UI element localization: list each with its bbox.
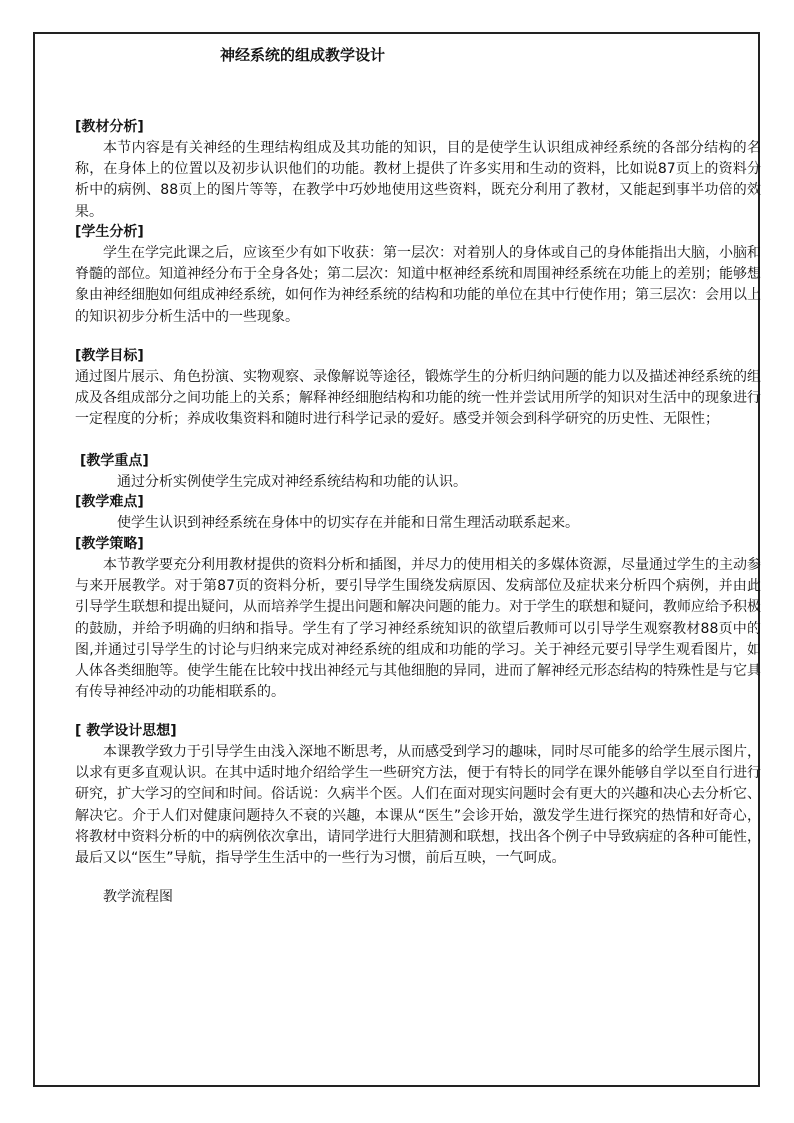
section-body-design-philosophy: 本课教学致力于引导学生由浅入深地不断思考，从而感受到学习的趣味，同时尽可能多的给学生展示图片，以求有更多直观认识。在其中适时地介绍给学生一些研究方法，便于有特长的同学在课外能够自学以至自行进行研究，扩大学习的空间和时间。俗话说：久病半个医。人们在面对现实问题时会有更大的兴趣和决心去分析它、解决它。介于人们对健康问题持久不衰的兴趣，本课从“医生”会诊开始，激发学生进行探究的热情和好奇心，将教材中资料分析的中的病例依次拿出，请同学进行大胆猜测和联想，找出各个例子中导致病症的各种可能性，最后又以“医生”导航，指导学生生活中的一些行为习惯，前后互映，一气呵成。	[75, 744, 761, 867]
flowchart-caption: 教学流程图	[103, 889, 173, 905]
section-body-key-points: 通过分析实例使学生完成对神经系统结构和功能的认识。	[117, 474, 467, 490]
section-body-student-analysis: 学生在学完此课之后，应该至少有如下收获：第一层次：对着别人的身体或自己的身体能指出大脑，小脑和脊髓的部位。知道神经分布于全身各处；第二层次：知道中枢神经系统和周围神经系统在功能上的差别；能够想象由神经细胞如何组成神经系统，如何作为神经系统的结构和功能的单位在其中行使作用；第三层次：会用以上的知识初步分析生活中的一些现象。	[75, 245, 761, 325]
section-body-textbook-analysis: 本节内容是有关神经的生理结构组成及其功能的知识，目的是使学生认识组成神经系统的各部分结构的名称，在身体上的位置以及初步认识他们的功能。教材上提供了许多实用和生动的资料，比如说87页上的资料分析中的病例、88页上的图片等等，在教学中巧妙地使用这些资料，既充分利用了教材，又能起到事半功倍的效果。	[75, 140, 761, 220]
section-heading-design-philosophy: [ 教学设计思想]	[75, 723, 177, 739]
section-heading-teaching-strategy: [教学策略]	[75, 536, 144, 552]
section-heading-student-analysis: [学生分析]	[75, 224, 144, 240]
section-body-teaching-strategy: 本节教学要充分利用教材提供的资料分析和插图，并尽力的使用相关的多媒体资源，尽量通过学生的主动参与来开展教学。对于第87页的资料分析，要引导学生围绕发病原因、发病部位及症状来分析四个病例，并由此引导学生联想和提出疑问，从而培养学生提出问题和解决问题的能力。对于学生的联想和疑问，教师应给予积极的鼓励，并给予明确的归纳和指导。学生有了学习神经系统知识的欲望后教师可以引导学生观察教材88页中的图,并通过引导学生的讨论与归纳来完成对神经系统的组成和功能的学习。关于神经元要引导学生观看图片，如人体各类细胞等。使学生能在比较中找出神经元与其他细胞的异同，进而了解神经元形态结构的特殊性是与它具有传导神经冲动的功能相联系的。	[75, 557, 761, 701]
section-heading-teaching-objectives: [教学目标]	[75, 348, 144, 364]
document-title: 神经系统的组成教学设计	[220, 46, 386, 64]
section-heading-textbook-analysis: [教材分析]	[75, 119, 144, 135]
section-body-difficulties: 使学生认识到神经系统在身体中的切实存在并能和日常生理活动联系起来。	[117, 515, 579, 531]
section-heading-difficulties: [教学难点]	[75, 494, 144, 510]
section-body-teaching-objectives: 通过图片展示、角色扮演、实物观察、录像解说等途径，锻炼学生的分析归纳问题的能力以及描述神经系统的组成及各组成部分之间功能上的关系；解释神经细胞结构和功能的统一性并尝试用所学的知识对生活中的现象进行一定程度的分析；养成收集资料和随时进行科学记录的爱好。感受并领会到科学研究的历史性、无限性；	[75, 369, 761, 428]
section-heading-key-points: [教学重点]	[80, 453, 149, 469]
